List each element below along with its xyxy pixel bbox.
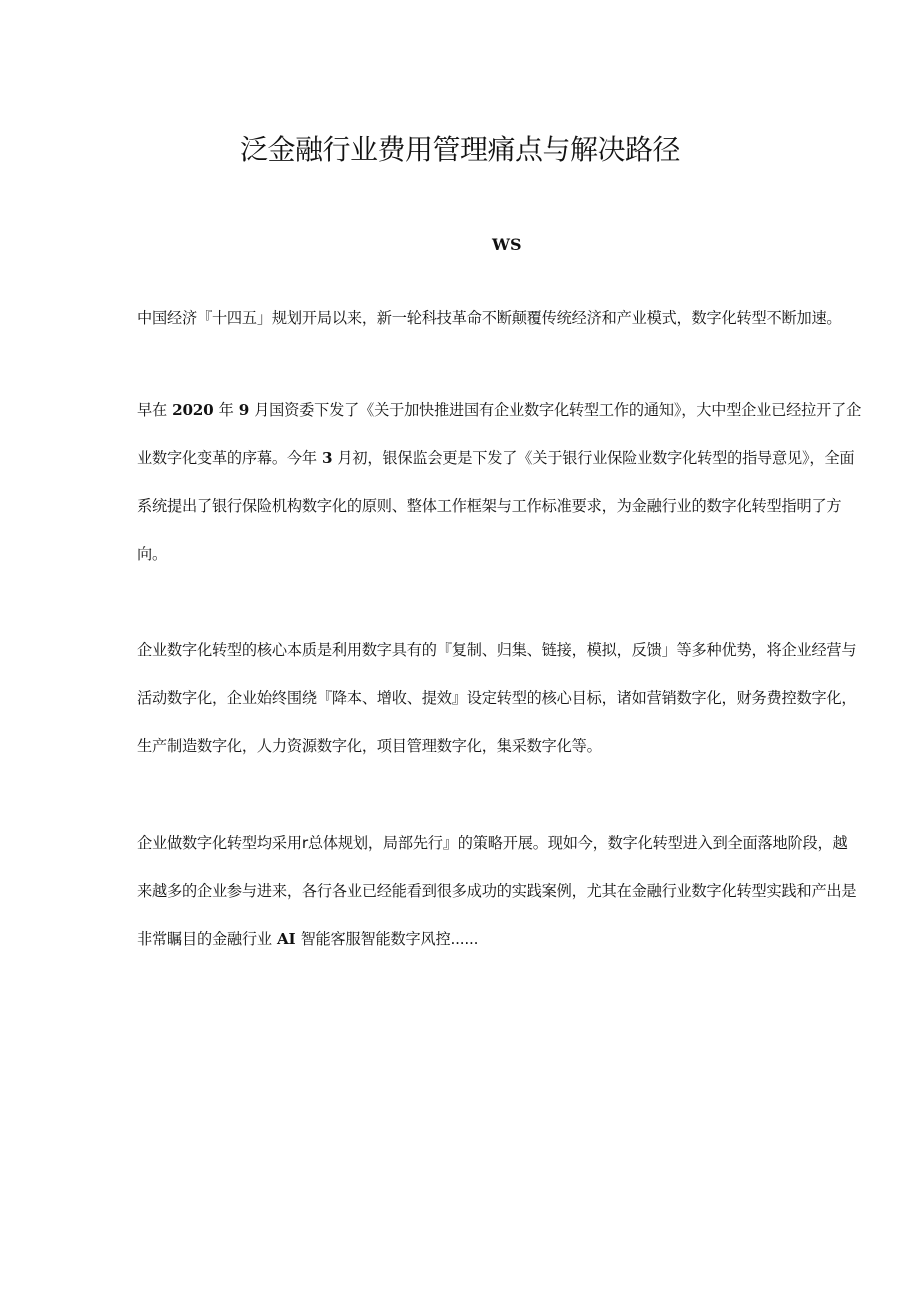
paragraph-2 (137, 386, 885, 578)
paragraph-line: 系统提出了银行保险机构数字化的原则、整体工作框架与工作标准要求，为金融行业的数字化转型指明了方 (137, 497, 842, 515)
paragraph-3 (137, 626, 885, 770)
inline-number: 9 (233, 401, 255, 419)
paragraph-line: 活动数字化，企业始终围绕『降本、增收、提效』设定转型的核心目标，诸如营销数字化，财务费控数字化， (137, 689, 857, 707)
inline-number: 2020 (166, 401, 219, 419)
paragraph-1 (137, 294, 885, 342)
inline-number: 3 (316, 449, 338, 467)
paragraph-line: 早在 2020 年 9 月国资委下发了《关于加快推进国有企业数字化转型工作的通知》，大中型企业已经拉开了企 (137, 401, 862, 419)
paragraph-line: 来越多的企业参与进来，各行各业已经能看到很多成功的实践案例，尤其在金融行业数字化转型实践和产出是 (137, 882, 857, 900)
page-title: 泛金融行业费用管理痛点与解决路径 (239, 133, 680, 166)
paragraph-4 (137, 819, 885, 963)
paragraph-line: 向。 (137, 545, 167, 563)
author-name: WS (492, 235, 522, 254)
paragraph-line: 业数字化变革的序幕。今年 3 月初，银保监会更是下发了《关于银行业保险业数字化转型的指导意见》，全面 (137, 449, 855, 467)
paragraph-line: 中国经济『十四五」规划开局以来，新一轮科技革命不断颠覆传统经济和产业模式，数字化转型不断加速。 (137, 309, 842, 327)
paragraph-line: 企业数字化转型的核心本质是利用数字具有的『复制、归集、链接，模拟，反馈」等多种优势，将企业经营与 (137, 641, 857, 659)
paragraph-line: 生产制造数字化，人力资源数字化，项目管理数字化，集采数字化等。 (137, 737, 602, 755)
paragraph-line: 非常瞩目的金融行业 AI 智能客服智能数字风控...... (137, 930, 479, 948)
paragraph-line: 企业做数字化转型均采用r总体规划，局部先行』的策略开展。现如今，数字化转型进入到全面落地阶段，越 (137, 834, 848, 852)
inline-number: AI (271, 930, 301, 948)
